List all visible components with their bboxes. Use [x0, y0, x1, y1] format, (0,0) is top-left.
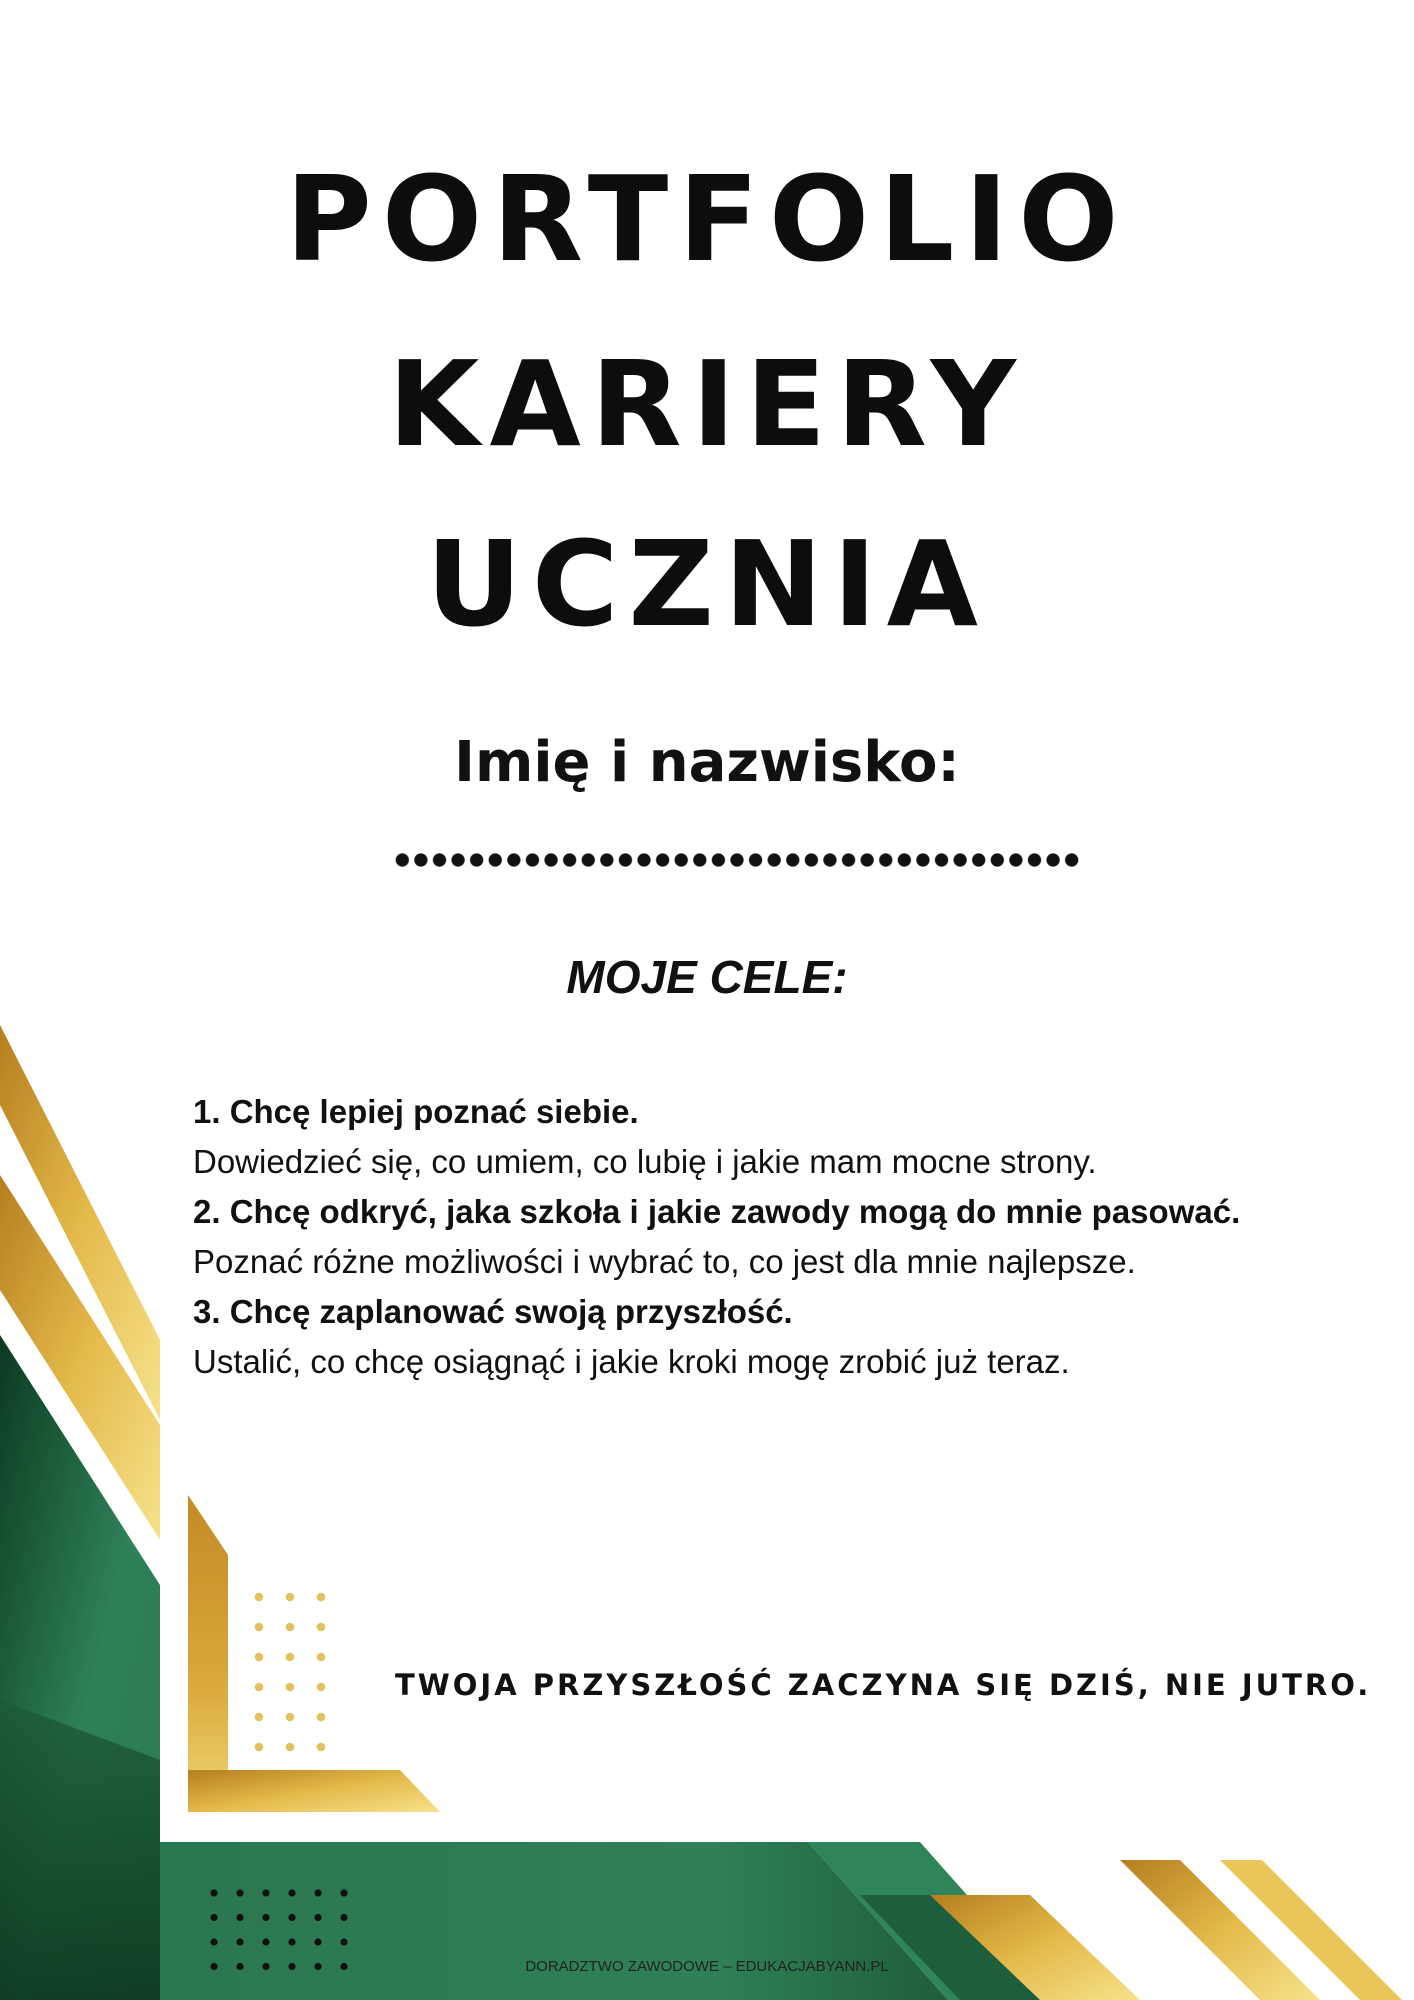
motto-text: TWOJA PRZYSZŁOŚĆ ZACZYNA SIĘ DZIŚ, NIE JUTRO. [395, 1668, 1372, 1702]
decorative-dot [288, 1914, 295, 1921]
decorative-dot [255, 1593, 264, 1602]
decorative-dot [255, 1713, 264, 1722]
decorative-dot [255, 1683, 264, 1692]
decorative-dot [255, 1743, 264, 1752]
decorative-dot [286, 1593, 295, 1602]
name-field-label: Imię i nazwisko: [454, 730, 960, 795]
goals-heading: MOJE CELE: [566, 951, 848, 1003]
title-line-1: PORTFOLIO [285, 150, 1129, 288]
footer-credit: DORADZTWO ZAWODOWE – EDUKACJABYANN.PL [525, 1958, 889, 1975]
goal-item [193, 1187, 1323, 1287]
goal-description: Ustalić, co chcę osiągnąć i jakie kroki mogę zrobić już teraz. [193, 1343, 1070, 1380]
decorative-dot [286, 1653, 295, 1662]
decorative-dot [236, 1938, 243, 1945]
goal-item [193, 1087, 1323, 1187]
decorative-dot [317, 1743, 326, 1752]
decorative-dot [210, 1889, 217, 1896]
name-dotted-line [393, 850, 1079, 870]
goal-title: 2. Chcę odkryć, jaka szkoła i jakie zawody mogą do mnie pasować. [193, 1193, 1241, 1230]
decorative-dot [262, 1914, 269, 1921]
gold-dot-grid [255, 1593, 326, 1752]
decorative-dot [288, 1938, 295, 1945]
decorative-dot [236, 1914, 243, 1921]
goals-list [193, 1087, 1323, 1387]
decorative-dot [286, 1713, 295, 1722]
decorative-dot [317, 1593, 326, 1602]
decorative-dot [210, 1914, 217, 1921]
decorative-dot [340, 1938, 347, 1945]
decorative-dot [255, 1653, 264, 1662]
decorative-dot [314, 1938, 321, 1945]
decorative-dot [314, 1914, 321, 1921]
decorative-dot [262, 1889, 269, 1896]
decorative-dot [236, 1889, 243, 1896]
gold-corner-bracket [188, 1495, 440, 1812]
decorative-dot [286, 1683, 295, 1692]
goal-title: 3. Chcę zaplanować swoją przyszłość. [193, 1293, 793, 1330]
decorative-dot [340, 1914, 347, 1921]
goal-description: Poznać różne możliwości i wybrać to, co jest dla mnie najlepsze. [193, 1243, 1136, 1280]
decorative-dot [262, 1938, 269, 1945]
title-line-3: UCZNIA [426, 515, 988, 653]
decorative-dot [288, 1889, 295, 1896]
decorative-dot [317, 1683, 326, 1692]
goal-item [193, 1287, 1323, 1387]
decorative-dot [340, 1889, 347, 1896]
decorative-dot [286, 1623, 295, 1632]
goal-title: 1. Chcę lepiej poznać siebie. [193, 1093, 639, 1130]
decorative-dot [255, 1623, 264, 1632]
decorative-dot [317, 1713, 326, 1722]
title-line-2: KARIERY [388, 335, 1026, 473]
decorative-dot [286, 1743, 295, 1752]
decorative-dot [314, 1889, 321, 1896]
decorative-dot [210, 1938, 217, 1945]
decorative-dot [317, 1653, 326, 1662]
goal-description: Dowiedzieć się, co umiem, co lubię i jakie mam mocne strony. [193, 1143, 1097, 1180]
decorative-dot [317, 1623, 326, 1632]
